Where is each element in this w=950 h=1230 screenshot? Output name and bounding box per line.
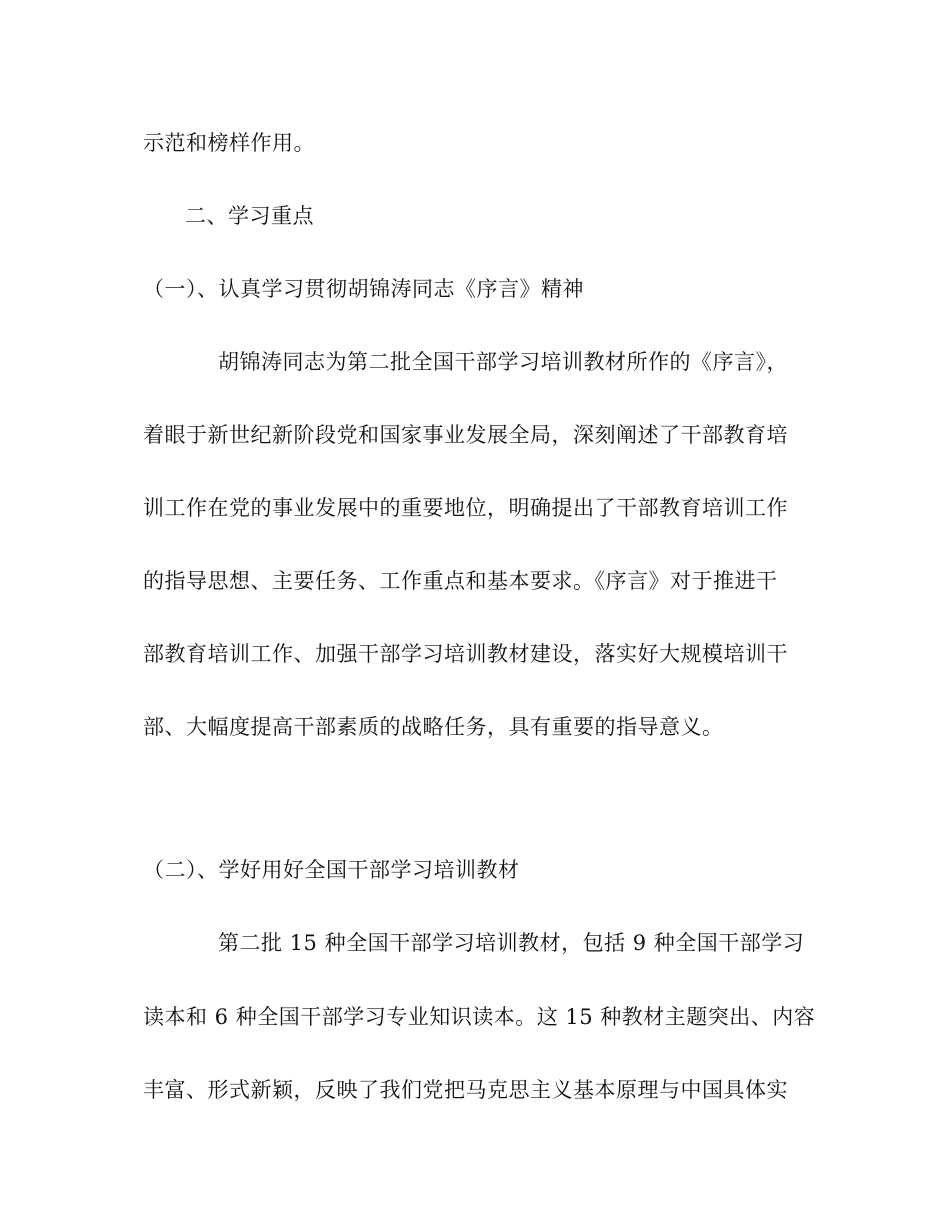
paragraph-line: 第二批 15 种全国干部学习培训教材，包括 9 种全国干部学习: [218, 931, 805, 955]
paragraph-line: 着眼于新世纪新阶段党和国家事业发展全局，深刻阐述了干部教育培: [143, 423, 788, 447]
paragraph-line: 训工作在党的事业发展中的重要地位，明确提出了干部教育培训工作: [143, 496, 788, 520]
paragraph-line: 示范和榜样作用。: [143, 131, 315, 155]
paragraph-line: 胡锦涛同志为第二批全国干部学习培训教材所作的《序言》，: [218, 350, 788, 374]
subsection-heading: （一）、认真学习贯彻胡锦涛同志《序言》精神: [143, 277, 584, 301]
subsection-heading: （二）、学好用好全国干部学习培训教材: [143, 858, 520, 882]
section-heading: 二、学习重点: [185, 204, 314, 228]
paragraph-line: 部、大幅度提高干部素质的战略任务，具有重要的指导意义。: [143, 715, 724, 739]
paragraph-line: 读本和 6 种全国干部学习专业知识读本。这 15 种教材主题突出、内容: [143, 1005, 816, 1029]
paragraph-line: 部教育培训工作、加强干部学习培训教材建设，落实好大规模培训干: [143, 642, 788, 666]
paragraph-line: 的指导思想、主要任务、工作重点和基本要求。《序言》对于推进干: [143, 569, 778, 593]
paragraph-line: 丰富、形式新颖，反映了我们党把马克思主义基本原理与中国具体实: [143, 1078, 788, 1102]
